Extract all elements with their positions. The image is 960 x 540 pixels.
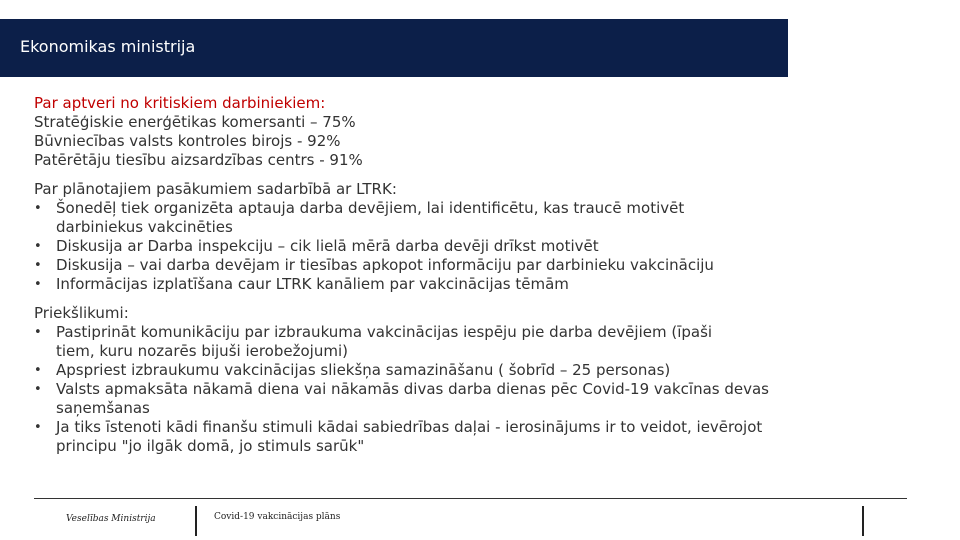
ltrk-heading: Par plānotajiem pasākumiem sadarbībā ar LTRK: <box>34 180 397 198</box>
survey-section <box>34 94 824 170</box>
slide-content <box>34 94 824 466</box>
list-item-text: • Šonedēļ tiek organizēta aptauja darba devējiem, lai identificētu, kas traucē motivēt darbiniekus vakcinēties <box>56 199 685 236</box>
proposals-section <box>34 304 824 456</box>
list-item <box>34 380 824 418</box>
list-item-text: • Apspriest izbraukumu vakcinācijas sliekšņa samazināšanu ( šobrīd – 25 personas) <box>56 361 671 379</box>
list-item <box>34 199 824 237</box>
header-title: Ekonomikas ministrija <box>20 37 196 56</box>
ltrk-section <box>34 180 824 294</box>
survey-item: Patērētāju tiesību aizsardzības centrs - 91% <box>34 151 363 169</box>
list-item: • Diskusija – vai darba devējam ir tiesības apkopot informāciju par darbinieku vakcināciju <box>34 256 824 275</box>
footer-separator <box>195 506 197 536</box>
list-item-text: • Pastiprināt komunikāciju par izbraukuma vakcinācijas iespēju pie darba devējiem (īpaši tiem, kuru nozarēs bijuši ierobežojumi) <box>56 323 713 360</box>
list-item: • Informācijas izplatīšana caur LTRK kanāliem par vakcinācijas tēmām <box>34 275 824 294</box>
list-item-text: • Valsts apmaksāta nākamā diena vai nākamās divas darba dienas pēc Covid-19 vakcīnas devas saņemšanas <box>56 380 769 417</box>
survey-item: Stratēģiskie enerģētikas komersanti – 75% <box>34 113 356 131</box>
footer-center-text: Covid-19 vakcinācijas plāns <box>214 512 341 522</box>
list-item-text: • Ja tiks īstenoti kādi finanšu stimuli kādai sabiedrības daļai - ierosinājums ir to veidot, ievērojot principu "jo ilgāk domā, jo stimuls sarūk" <box>56 418 763 455</box>
list-item <box>34 323 824 361</box>
ltrk-list <box>34 199 824 294</box>
footer-left-text: Veselības Ministrija <box>66 514 156 524</box>
survey-heading: Par aptveri no kritiskiem darbiniekiem: <box>34 94 326 112</box>
list-item <box>34 418 824 456</box>
list-item: • Diskusija ar Darba inspekciju – cik lielā mērā darba devēji drīkst motivēt <box>34 237 824 256</box>
header-bar <box>0 19 788 77</box>
proposals-list <box>34 323 824 456</box>
list-item <box>34 361 824 380</box>
survey-item: Būvniecības valsts kontroles birojs - 92% <box>34 132 341 150</box>
proposals-heading: Priekšlikumi: <box>34 304 129 322</box>
footer-divider <box>34 498 907 499</box>
footer-separator <box>862 506 864 536</box>
